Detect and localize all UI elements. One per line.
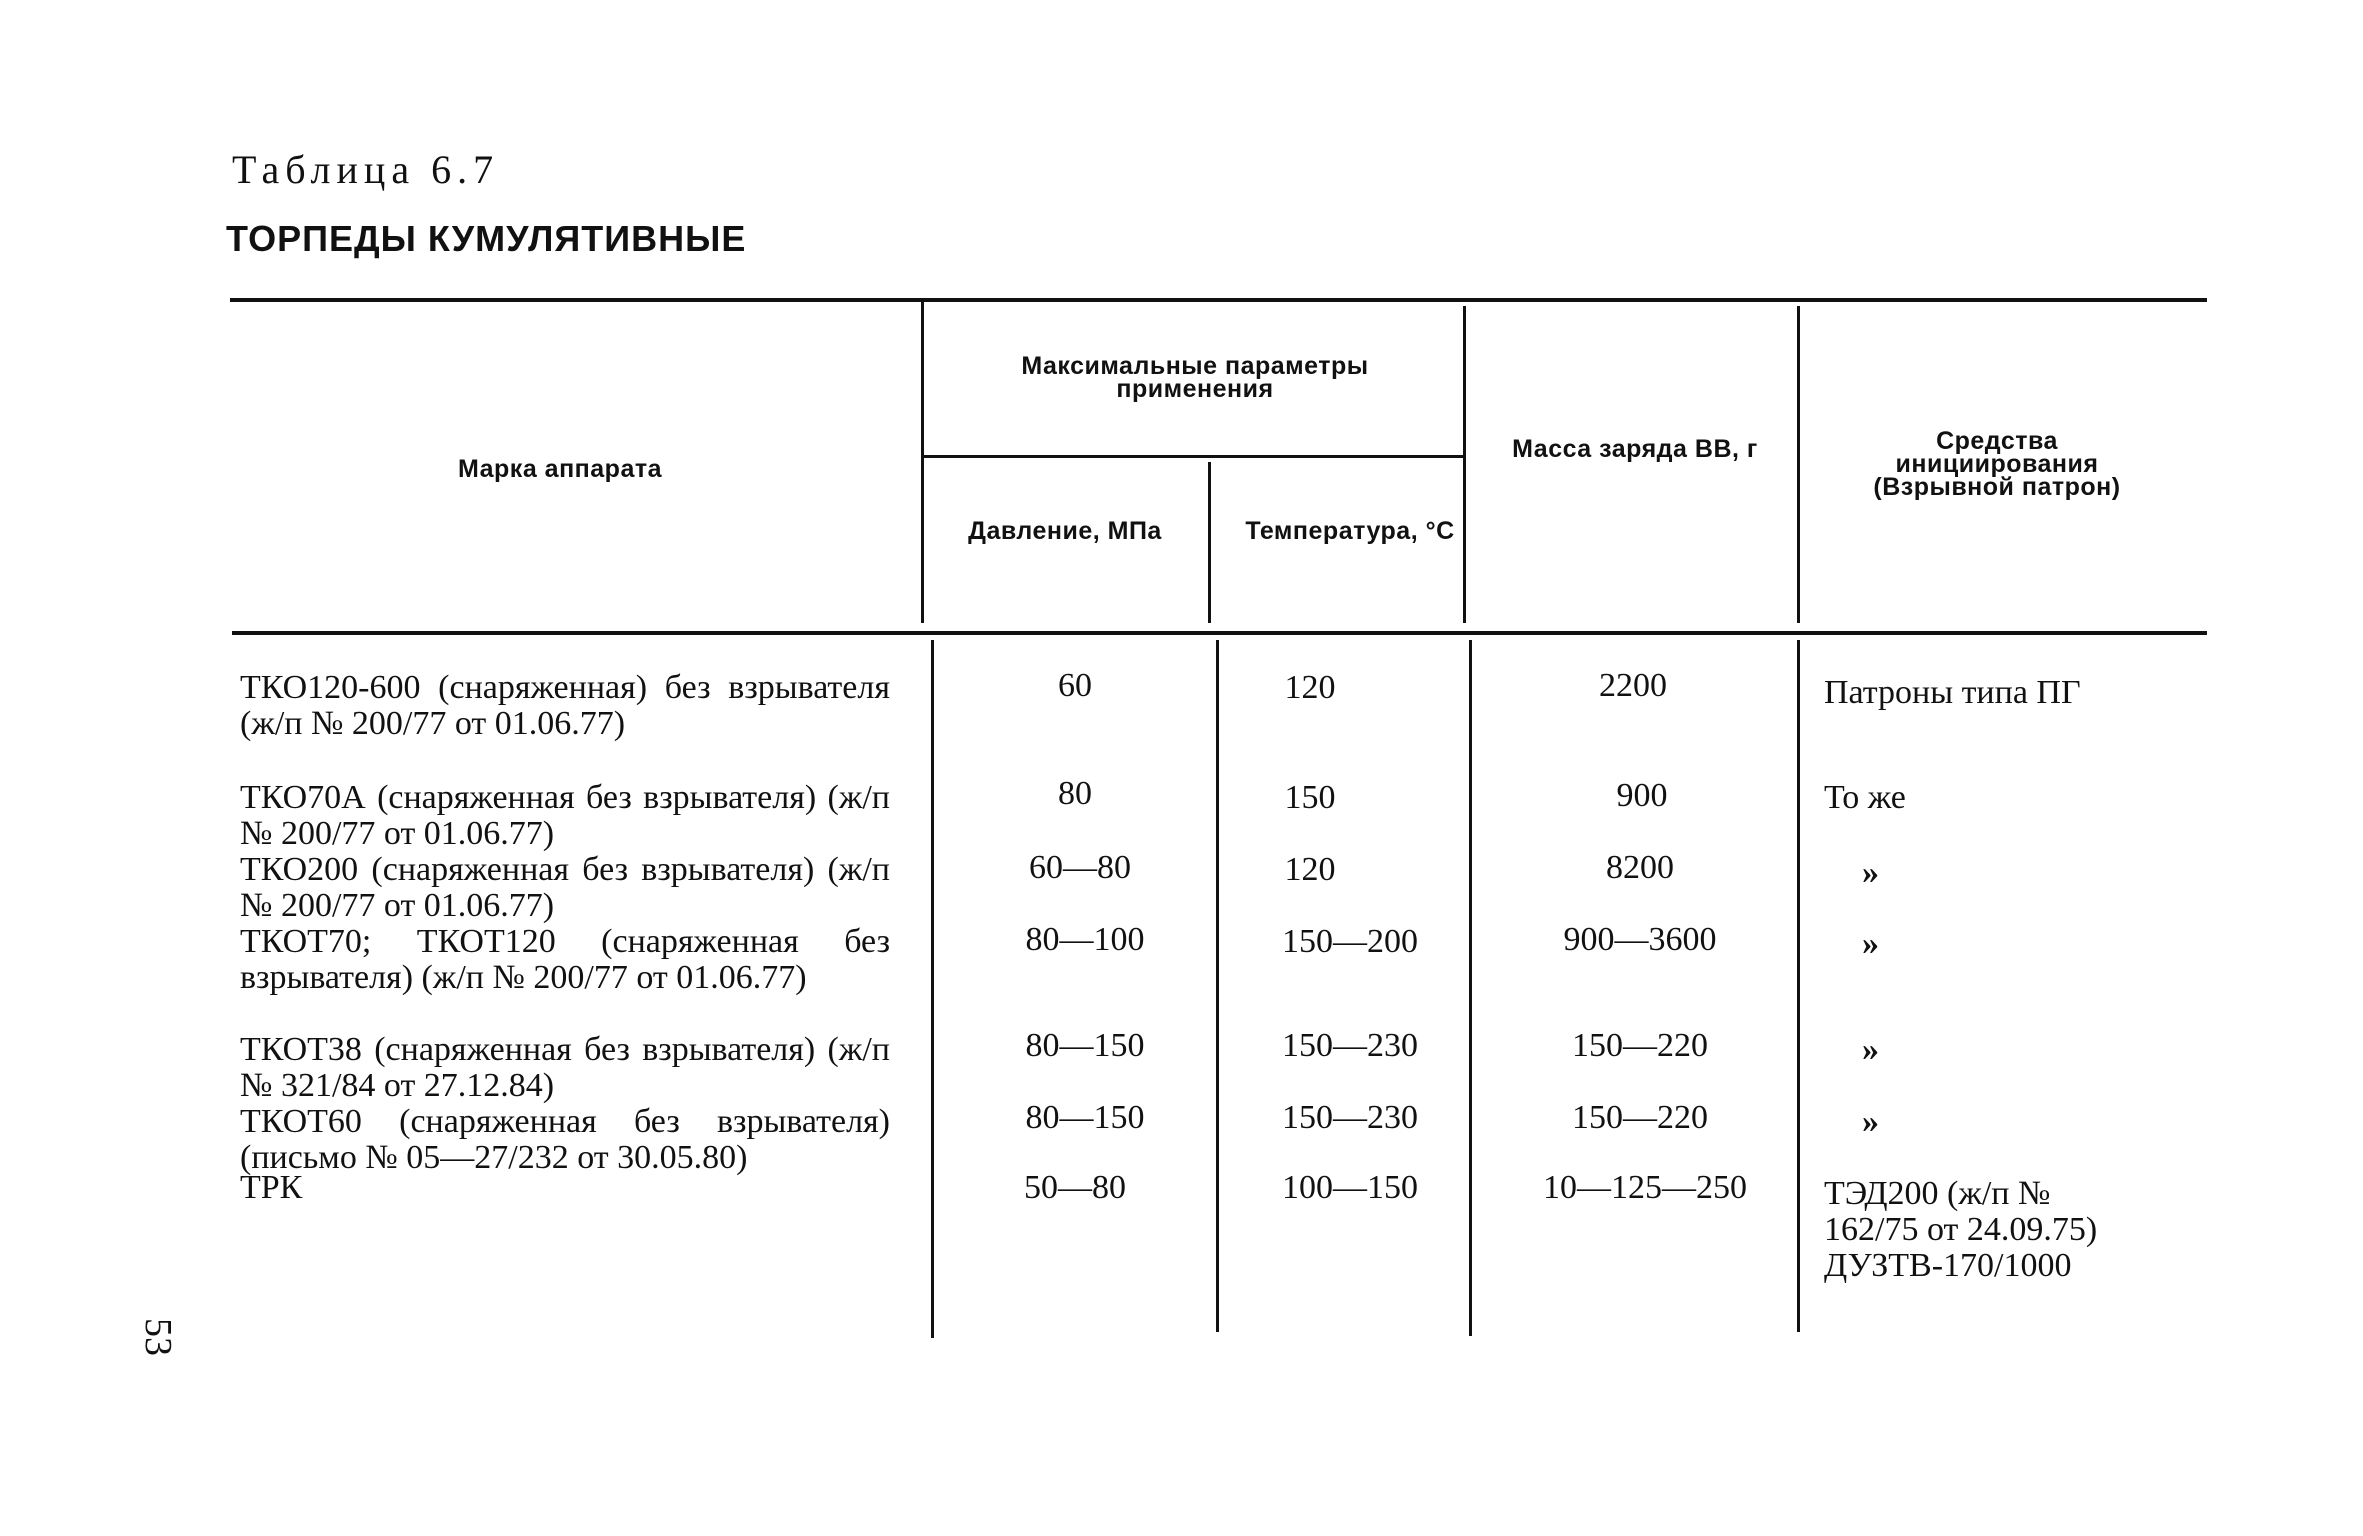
body-col-divider — [931, 640, 934, 1338]
row-mass: 2200 — [1599, 667, 1667, 704]
row-brand: ТКО120-600 (снаряженная) без взрывателя (ж/п № 200/77 от 01.06.77) — [240, 669, 890, 742]
table-top-rule — [230, 298, 2207, 302]
row-pressure: 60—80 — [1029, 849, 1131, 886]
row-pressure: 80—150 — [1025, 1027, 1145, 1064]
row-temperature: 120 — [1284, 669, 1336, 706]
row-initiation: » — [1862, 1031, 1879, 1068]
row-temperature: 120 — [1284, 851, 1336, 888]
body-col-divider — [1216, 640, 1219, 1332]
row-mass: 900 — [1616, 777, 1668, 814]
page-number: 53 — [137, 1318, 179, 1356]
row-pressure: 50—80 — [1024, 1169, 1126, 1206]
row-pressure: 80—100 — [1025, 921, 1145, 958]
header-col-divider — [1463, 306, 1466, 623]
row-temperature: 150—230 — [1282, 1027, 1418, 1064]
row-temperature: 150—230 — [1282, 1099, 1418, 1136]
row-brand: ТКОТ60 (снаряженная без взрывателя) (письмо № 05—27/232 от 30.05.80) — [240, 1103, 890, 1176]
row-mass: 900—3600 — [1563, 921, 1717, 958]
header-max-params: Максимальные параметры применения — [1021, 352, 1369, 403]
row-mass: 150—220 — [1572, 1027, 1708, 1064]
row-pressure: 80—150 — [1025, 1099, 1145, 1136]
row-brand: ТКО70А (снаряженная без взрывателя) (ж/п № 200/77 от 01.06.77) — [240, 779, 890, 852]
row-pressure: 60 — [1058, 667, 1092, 704]
row-initiation: » — [1862, 925, 1879, 962]
header-sub-rule — [924, 455, 1464, 458]
header-bottom-rule — [232, 631, 2207, 635]
row-temperature: 150 — [1284, 779, 1336, 816]
row-initiation: То же — [1824, 779, 1906, 816]
header-col-divider — [1797, 306, 1800, 623]
table-label: Таблица 6.7 — [232, 147, 500, 192]
body-col-divider — [1469, 640, 1472, 1336]
body-col-divider — [1797, 640, 1800, 1332]
row-initiation: » — [1862, 1103, 1879, 1140]
row-brand: ТКОТ70; ТКОТ120 (снаряженная без взрывателя) (ж/п № 200/77 от 01.06.77) — [240, 923, 890, 996]
row-mass: 150—220 — [1572, 1099, 1708, 1136]
header-brand: Марка аппарата — [458, 455, 662, 483]
table-title: ТОРПЕДЫ КУМУЛЯТИВНЫЕ — [226, 218, 747, 259]
row-initiation: » — [1862, 854, 1879, 891]
row-initiation: Патроны типа ПГ — [1824, 674, 2081, 711]
row-mass: 10—125—250 — [1543, 1169, 1747, 1206]
row-brand: ТКОТ38 (снаряженная без взрывателя) (ж/п № 321/84 от 27.12.84) — [240, 1031, 890, 1104]
header-initiation: Средства инициирования (Взрывной патрон) — [1873, 427, 2121, 501]
row-temperature: 150—200 — [1282, 923, 1418, 960]
header-col-divider — [921, 302, 924, 623]
header-charge-mass: Масса заряда ВВ, г — [1512, 435, 1758, 463]
row-brand: ТРК — [240, 1169, 303, 1206]
row-mass: 8200 — [1606, 849, 1674, 886]
row-temperature: 100—150 — [1282, 1169, 1418, 1206]
header-pressure: Давление, МПа — [968, 517, 1162, 545]
row-brand: ТКО200 (снаряженная без взрывателя) (ж/п № 200/77 от 01.06.77) — [240, 851, 890, 924]
row-initiation: ТЭД200 (ж/п № 162/75 от 24.09.75) ДУЗТВ-170/1000 — [1824, 1175, 2098, 1284]
header-col-divider — [1208, 462, 1211, 623]
header-temperature: Температура, °С — [1245, 517, 1455, 545]
row-pressure: 80 — [1058, 775, 1092, 812]
